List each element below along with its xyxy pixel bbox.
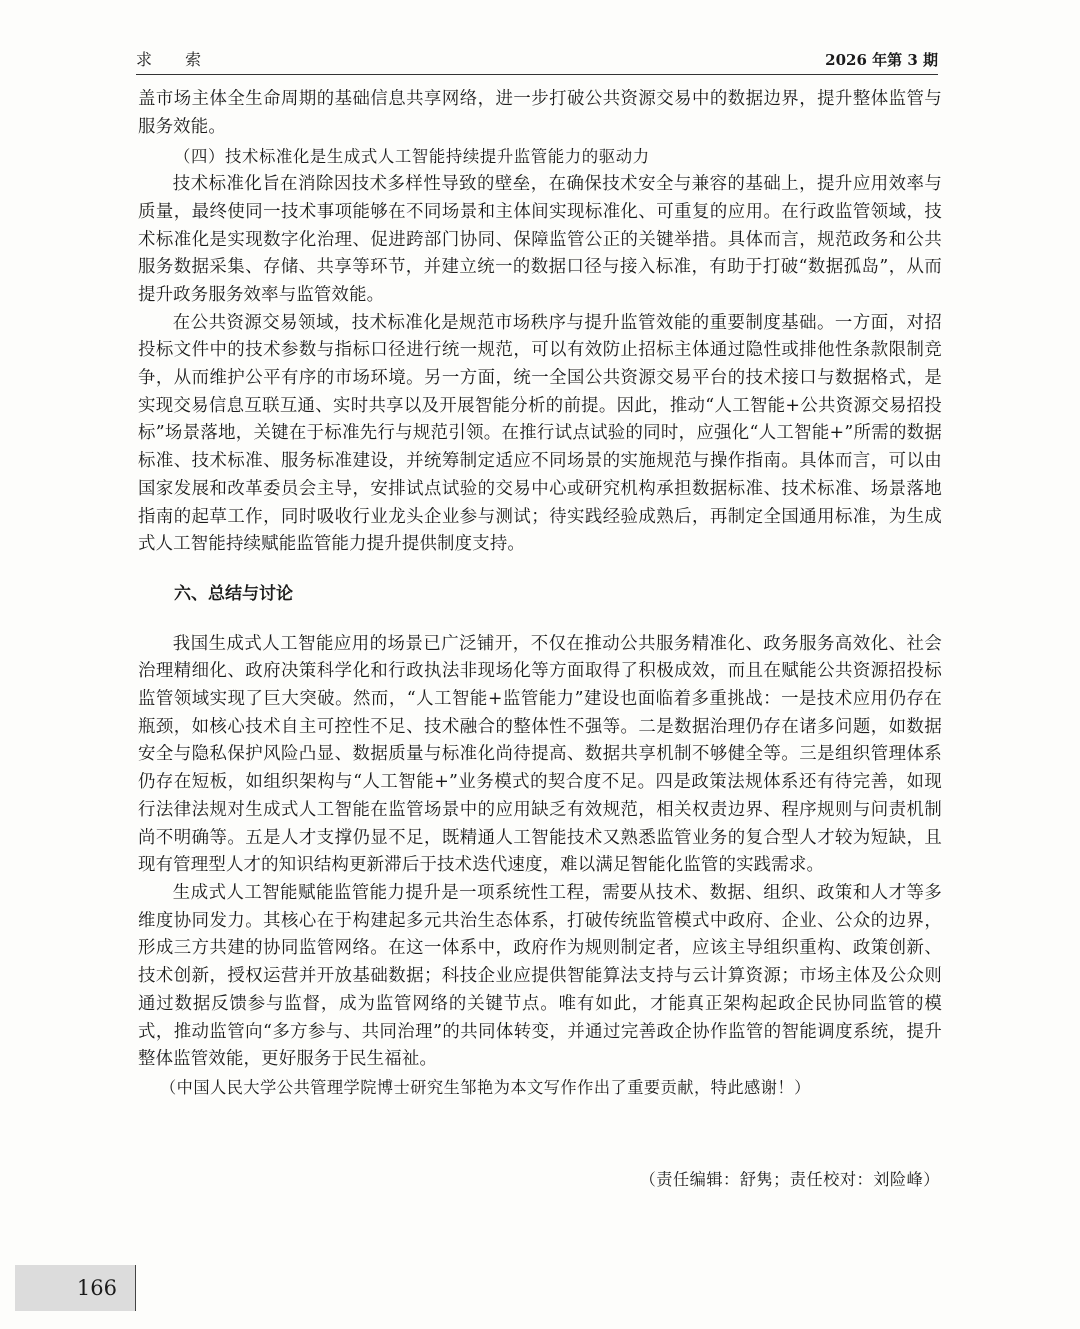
paragraph: 在公共资源交易领域，技术标准化是规范市场秩序与提升监管效能的重要制度基础。一方面，对招投标文件中的技术参数与指标口径进行统一规范，可以有效防止招标主体通过隐性或排他性条款限制竞争，从而维护公平有序的市场环境。另一方面，统一全国公共资源交易平台的技术接口与数据格式，是实现交易信息互联互通、实时共享以及开展智能分析的前提。因此，推动“人工智能+公共资源交易招投标”场景落地，关键在于标准先行与规范引领。在推行试点试验的同时，应强化“人工智能+”所需的数据标准、技术标准、服务标准建设，并统筹制定适应不同场景的实施规范与操作指南。具体而言，可以由国家发展和改革委员会主导，安排试点试验的交易中心或研究机构承担数据标准、技术标准、场景落地指南的起草工作，同时吸收行业龙头企业参与测试；待实践经验成熟后，再制定全国通用标准，为生成式人工智能持续赋能监管能力提升提供制度支持。 xyxy=(138,312,942,555)
journal-name: 求 索 xyxy=(136,50,216,69)
paragraph: 技术标准化旨在消除因技术多样性导致的壁垒，在确保技术安全与兼容的基础上，提升应用效率与质量，最终使同一技术事项能够在不同场景和主体间实现标准化、可重复的应用。在行政监管领域，技术标准化是实现数字化治理、促进跨部门协同、保障监管公正的关键举措。具体而言，规范政务和公共服务数据采集、存储、共享等环节，并建立统一的数据口径与接入标准，有助于打破“数据孤岛”，从而提升政务服务效率与监管效能。 xyxy=(138,174,942,305)
paragraph: 我国生成式人工智能应用的场景已广泛铺开，不仅在推动公共服务精准化、政务服务高效化、社会治理精细化、政府决策科学化和行政执法非现场化等方面取得了积极成效，而且在赋能公共资源招投标监管领域实现了巨大突破。然而，“人工智能+监管能力”建设也面临着多重挑战：一是技术应用仍存在瓶颈，如核心技术自主可控性不足、技术融合的整体性不强等。二是数据治理仍存在诸多问题，如数据安全与隐私保护风险凸显、数据质量与标准化尚待提高、数据共享机制不够健全等。三是组织管理体系仍存在短板，如组织架构与“人工智能+”业务模式的契合度不足。四是政策法规体系还有待完善，如现行法律法规对生成式人工智能在监管场景中的应用缺乏有效规范，相关权责边界、程序规则与问责机制尚不明确等。五是人才支撑仍显不足，既精通人工智能技术又熟悉监管业务的复合型人才较为短缺，且现有管理型人才的知识结构更新滞后于技术迭代速度，难以满足智能化监管的实践需求。 xyxy=(138,633,942,876)
paragraph: 生成式人工智能赋能监管能力提升是一项系统性工程，需要从技术、数据、组织、政策和人才等多维度协同发力。其核心在于构建起多元共治生态体系，打破传统监管模式中政府、企业、公众的边界，形成三方共建的协同监管网络。在这一体系中，政府作为规则制定者，应该主导组织重构、政策创新、技术创新，授权运营并开放基础数据；科技企业应提供智能算法支持与云计算资源；市场主体及公众则通过数据反馈参与监督，成为监管网络的关键节点。唯有如此，才能真正架构起政企民协同监管的模式，推动监管向“多方参与、共同治理”的共同体转变，并通过完善政企协作监管的智能调度系统，提升整体监管效能，更好服务于民生福祉。 xyxy=(138,882,942,1070)
running-header xyxy=(136,44,938,75)
paragraph-continued: 盖市场主体全生命周期的基础信息共享网络，进一步打破公共资源交易中的数据边界，提升整体监管与服务效能。 xyxy=(138,89,942,137)
page-number-box xyxy=(15,1265,136,1311)
section-heading: 六、总结与讨论 xyxy=(174,583,293,604)
subsection-heading: （四）技术标准化是生成式人工智能持续提升监管能力的驱动力 xyxy=(174,147,650,167)
issue-label: 2026 年第 3 期 xyxy=(825,51,938,69)
editor-credits: （责任编辑：舒隽；责任校对：刘险峰） xyxy=(639,1170,940,1189)
article-body xyxy=(138,86,942,1102)
page-number: 166 xyxy=(76,1276,117,1300)
acknowledgement: （中国人民大学公共管理学院博士研究生邹艳为本文写作作出了重要贡献，特此感谢！） xyxy=(160,1077,811,1097)
